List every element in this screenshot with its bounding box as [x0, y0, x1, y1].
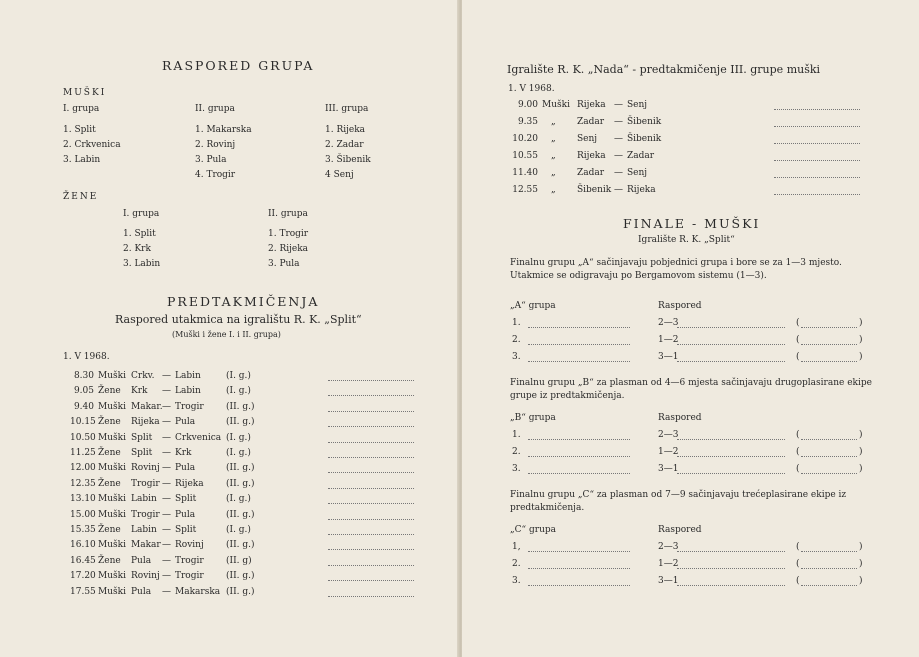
- match-dash: —: [162, 401, 171, 412]
- match-team-home: Zadar: [577, 117, 605, 127]
- paren-open: (: [796, 464, 800, 474]
- match-team-away: Trogir: [175, 401, 204, 412]
- match-team-home: Rovinj: [131, 571, 160, 582]
- schedule-title: Raspored utakmica na igralištu R. K. „Split“: [115, 313, 362, 326]
- match-team-away: Trogir: [175, 555, 204, 566]
- raspored-label: Raspored: [658, 301, 702, 311]
- score-line[interactable]: [677, 327, 785, 328]
- pairing: 3—1: [658, 352, 679, 362]
- match-category: Muški: [98, 586, 126, 597]
- match-dash: —: [162, 555, 171, 566]
- result-line[interactable]: [328, 472, 414, 473]
- sets-line[interactable]: [801, 439, 857, 440]
- score-line[interactable]: [677, 361, 785, 362]
- match-group: (II. g.): [226, 571, 255, 582]
- match-group: (II. g.): [226, 540, 255, 551]
- match-category: Muški: [542, 100, 570, 110]
- match-category: Žene: [98, 417, 121, 428]
- match-team-away: Zadar: [627, 151, 655, 161]
- match-team-home: Makar: [131, 540, 161, 551]
- seed-number: 2.: [512, 447, 521, 457]
- group-name: I. grupa: [63, 104, 100, 114]
- match-team-home: Rijeka: [577, 151, 606, 161]
- match-row: [0, 371, 459, 383]
- team-entry: 4. Trogir: [195, 170, 236, 180]
- match-team-away: Rovinj: [175, 540, 204, 551]
- score-line[interactable]: [677, 551, 785, 552]
- match-team-away: Rijeka: [175, 478, 204, 489]
- match-team-away: Split: [175, 494, 197, 505]
- sets-line[interactable]: [801, 551, 857, 552]
- match-time: 10.20: [512, 134, 538, 144]
- final-row: [462, 430, 919, 442]
- match-dash: —: [614, 185, 623, 195]
- match-group: (II. g.): [226, 417, 255, 428]
- match-team-away: Senj: [627, 100, 648, 110]
- match-team-home: Split: [131, 448, 153, 458]
- match-group: (II. g.): [226, 509, 255, 520]
- match-time: 17.20: [70, 571, 96, 582]
- result-line[interactable]: [774, 160, 860, 161]
- match-time: 9.40: [73, 401, 94, 412]
- match-category: „: [551, 185, 556, 195]
- result-line[interactable]: [774, 194, 860, 195]
- match-row: [0, 556, 459, 568]
- match-row: [462, 134, 919, 146]
- team-entry: 1. Split: [123, 229, 156, 239]
- match-team-home: Rijeka: [131, 417, 160, 428]
- match-dash: —: [162, 571, 171, 582]
- finale-title: FINALE - MUŠKI: [623, 216, 761, 231]
- team-line[interactable]: [528, 456, 630, 457]
- competitions-title: PREDTAKMIČENJA: [167, 294, 320, 309]
- score-line[interactable]: [677, 568, 785, 569]
- paren-open: (: [796, 447, 800, 457]
- paren-open: (: [796, 318, 800, 328]
- paren-close: ): [859, 335, 863, 345]
- result-line[interactable]: [774, 177, 860, 178]
- match-time: 10.15: [70, 417, 96, 428]
- final-row: [462, 447, 919, 459]
- paren-open: (: [796, 335, 800, 345]
- match-team-home: Crkv.: [131, 371, 155, 381]
- match-group: (I. g.): [226, 371, 251, 381]
- match-row: [0, 510, 459, 522]
- sets-line[interactable]: [801, 585, 857, 586]
- schedule-date: 1. V 1968.: [63, 352, 110, 362]
- seed-number: 2.: [512, 559, 521, 569]
- match-dash: —: [162, 586, 171, 597]
- match-row: [462, 100, 919, 112]
- seed-number: 3.: [512, 464, 521, 474]
- match-row: [0, 448, 459, 460]
- match-category: Muški: [98, 432, 126, 443]
- team-line[interactable]: [528, 344, 630, 345]
- nada-title: Igralište R. K. „Nada“ - predtakmičenje III. grupe muški: [507, 63, 821, 76]
- match-category: Muški: [98, 401, 126, 412]
- match-category: Muški: [98, 509, 126, 520]
- match-team-home: Trogir: [131, 478, 160, 489]
- final-row: [462, 318, 919, 330]
- schedule-note: (Muški i žene I. i II. grupa): [172, 330, 281, 339]
- team-line[interactable]: [528, 568, 630, 569]
- match-category: „: [551, 151, 556, 161]
- match-dash: —: [162, 463, 171, 474]
- team-entry: 4 Senj: [325, 170, 354, 180]
- match-row: [0, 463, 459, 475]
- match-time: 11.40: [512, 168, 538, 178]
- team-entry: 1. Makarska: [195, 125, 252, 135]
- match-dash: —: [162, 540, 171, 551]
- paragraph-b: Finalnu grupu „B“ za plasman od 4—6 mjesta sačinjavaju drugoplasirane ekipe grupe iz predtakmičenja.: [510, 378, 872, 401]
- team-entry: 1. Trogir: [268, 229, 309, 239]
- match-team-home: Rijeka: [577, 100, 606, 110]
- pairing: 2—3: [658, 542, 679, 552]
- final-row: [462, 464, 919, 476]
- result-line[interactable]: [328, 411, 414, 412]
- match-team-home: Krk: [131, 386, 148, 397]
- right-page: [462, 0, 919, 657]
- match-team-away: Šibenik: [627, 117, 662, 127]
- match-dash: —: [614, 100, 623, 110]
- result-line[interactable]: [774, 143, 860, 144]
- match-team-home: Rovinj: [131, 463, 160, 474]
- score-line[interactable]: [677, 473, 785, 474]
- match-row: [462, 117, 919, 129]
- seed-number: 1.: [512, 318, 521, 328]
- match-dash: —: [162, 417, 171, 428]
- match-category: Žene: [98, 525, 121, 535]
- result-line[interactable]: [328, 596, 414, 597]
- pairing: 1—2: [658, 559, 679, 569]
- sets-line[interactable]: [801, 568, 857, 569]
- match-category: Muški: [98, 463, 126, 474]
- match-team-home: Šibenik: [577, 185, 612, 195]
- women-label: ŽENE: [63, 192, 99, 202]
- match-category: Žene: [98, 555, 121, 566]
- groups-title: RASPORED GRUPA: [162, 58, 315, 73]
- match-row: [0, 417, 459, 429]
- seed-number: 3.: [512, 352, 521, 362]
- seed-number: 2.: [512, 335, 521, 345]
- match-group: (I. g.): [226, 448, 251, 458]
- team-entry: 1. Rijeka: [325, 125, 366, 135]
- final-row: [462, 352, 919, 364]
- finale-venue: Igralište R. K. „Split“: [638, 235, 735, 245]
- match-time: 13.10: [70, 494, 96, 505]
- result-line[interactable]: [328, 519, 414, 520]
- team-entry: 2. Rovinj: [195, 140, 236, 150]
- result-line[interactable]: [328, 457, 414, 458]
- match-dash: —: [614, 134, 623, 144]
- paren-close: ): [859, 318, 863, 328]
- match-team-home: Labin: [131, 525, 157, 535]
- paren-close: ): [859, 559, 863, 569]
- match-team-away: Senj: [627, 168, 648, 178]
- sets-line[interactable]: [801, 327, 857, 328]
- match-time: 12.55: [512, 185, 538, 195]
- match-time: 17.55: [70, 586, 96, 597]
- match-time: 9.35: [517, 117, 538, 127]
- paren-open: (: [796, 352, 800, 362]
- match-category: Žene: [98, 448, 121, 458]
- match-time: 15.00: [70, 509, 96, 520]
- pairing: 2—3: [658, 318, 679, 328]
- team-line[interactable]: [528, 439, 630, 440]
- result-line[interactable]: [328, 565, 414, 566]
- match-team-away: Rijeka: [627, 185, 656, 195]
- seed-number: 1,: [512, 542, 521, 552]
- result-line[interactable]: [774, 109, 860, 110]
- match-team-away: Pula: [175, 463, 196, 474]
- match-team-home: Pula: [131, 555, 152, 566]
- score-line[interactable]: [677, 456, 785, 457]
- match-group: (II. g.): [226, 586, 255, 597]
- match-dash: —: [614, 117, 623, 127]
- result-line[interactable]: [774, 126, 860, 127]
- match-dash: —: [162, 386, 171, 397]
- match-group: (I. g.): [226, 386, 251, 397]
- team-entry: 2. Zadar: [325, 140, 364, 150]
- group-name: III. grupa: [325, 104, 369, 114]
- team-line[interactable]: [528, 585, 630, 586]
- result-line[interactable]: [328, 534, 414, 535]
- paragraph-a: Finalnu grupu „A“ sačinjavaju pobjednici grupa i bore se za 1—3 mjesto. Utakmice se odigravaju po Bergamovom sistemu (1—3).: [510, 258, 842, 281]
- match-team-home: Zadar: [577, 168, 605, 178]
- match-time: 12.35: [70, 478, 96, 489]
- sets-line[interactable]: [801, 344, 857, 345]
- match-group: (II. g.): [226, 463, 255, 474]
- team-entry: 3. Labin: [63, 155, 101, 165]
- match-group: (I. g.): [226, 525, 251, 535]
- seed-number: 1.: [512, 430, 521, 440]
- match-time: 9.00: [517, 100, 538, 110]
- final-group-label: „C“ grupa: [510, 525, 556, 535]
- final-row: [462, 576, 919, 588]
- match-row: [0, 571, 459, 583]
- sets-line[interactable]: [801, 361, 857, 362]
- match-team-home: Trogir: [131, 509, 160, 520]
- paren-open: (: [796, 576, 800, 586]
- match-team-away: Split: [175, 525, 197, 535]
- match-category: Muški: [98, 371, 126, 381]
- raspored-label: Raspored: [658, 413, 702, 423]
- match-team-away: Labin: [175, 371, 201, 381]
- match-time: 16.10: [70, 540, 96, 551]
- team-entry: 3. Pula: [268, 259, 300, 269]
- team-line[interactable]: [528, 551, 630, 552]
- result-line[interactable]: [328, 395, 414, 396]
- match-row: [462, 168, 919, 180]
- paren-open: (: [796, 559, 800, 569]
- match-dash: —: [614, 151, 623, 161]
- team-entry: 2. Krk: [123, 244, 151, 254]
- match-team-away: Pula: [175, 417, 196, 428]
- match-dash: —: [162, 478, 171, 489]
- result-line[interactable]: [328, 488, 414, 489]
- final-row: [462, 559, 919, 571]
- team-line[interactable]: [528, 361, 630, 362]
- raspored-label: Raspored: [658, 525, 702, 535]
- match-time: 12.00: [70, 463, 96, 474]
- pairing: 3—1: [658, 464, 679, 474]
- match-category: Žene: [98, 478, 121, 489]
- paren-close: ): [859, 542, 863, 552]
- match-group: (II. g.): [226, 478, 255, 489]
- match-time: 16.45: [70, 555, 96, 566]
- team-line[interactable]: [528, 473, 630, 474]
- paren-close: ): [859, 576, 863, 586]
- match-category: „: [551, 117, 556, 127]
- nada-date: 1. V 1968.: [508, 84, 555, 94]
- match-time: 9.05: [73, 386, 94, 397]
- match-category: Muški: [98, 540, 126, 551]
- team-entry: 3. Šibenik: [325, 155, 371, 165]
- pairing: 1—2: [658, 447, 679, 457]
- match-team-away: Makarska: [175, 586, 221, 597]
- pairing: 1—2: [658, 335, 679, 345]
- match-team-home: Split: [131, 432, 153, 443]
- match-team-home: Pula: [131, 586, 152, 597]
- result-line[interactable]: [328, 580, 414, 581]
- match-row: [462, 151, 919, 163]
- score-line[interactable]: [677, 439, 785, 440]
- left-page: [0, 0, 459, 657]
- match-group: (I. g.): [226, 494, 251, 505]
- match-group: (I. g.): [226, 432, 251, 443]
- final-row: [462, 335, 919, 347]
- match-team-home: Makar.: [131, 401, 163, 412]
- final-row: [462, 542, 919, 554]
- match-row: [0, 525, 459, 537]
- match-category: „: [551, 168, 556, 178]
- match-team-home: Senj: [577, 134, 598, 144]
- match-team-away: Trogir: [175, 571, 204, 582]
- match-row: [0, 479, 459, 491]
- sets-line[interactable]: [801, 456, 857, 457]
- match-dash: —: [162, 509, 171, 520]
- result-line[interactable]: [328, 426, 414, 427]
- match-dash: —: [162, 432, 171, 443]
- match-category: Muški: [98, 494, 126, 505]
- paragraph-c: Finalnu grupu „C“ za plasman od 7—9 sačinjavaju trećeplasirane ekipe iz predtakmičenja.: [510, 490, 847, 513]
- match-time: 10.55: [512, 151, 538, 161]
- match-team-away: Šibenik: [627, 134, 662, 144]
- match-team-away: Crkvenica: [175, 432, 222, 443]
- paren-close: ): [859, 430, 863, 440]
- team-entry: 1. Split: [63, 125, 96, 135]
- match-row: [0, 402, 459, 414]
- match-category: „: [551, 134, 556, 144]
- final-group-label: „B“ grupa: [510, 413, 556, 423]
- match-row: [0, 494, 459, 506]
- match-row: [0, 433, 459, 445]
- sets-line[interactable]: [801, 473, 857, 474]
- result-line[interactable]: [328, 549, 414, 550]
- match-team-away: Krk: [175, 448, 192, 458]
- group-name: I. grupa: [123, 209, 160, 219]
- match-category: Žene: [98, 386, 121, 397]
- team-line[interactable]: [528, 327, 630, 328]
- team-entry: 2. Crkvenica: [63, 140, 121, 150]
- team-entry: 2. Rijeka: [268, 244, 309, 254]
- result-line[interactable]: [328, 380, 414, 381]
- match-dash: —: [162, 525, 171, 535]
- team-entry: 3. Labin: [123, 259, 161, 269]
- match-dash: —: [614, 168, 623, 178]
- match-row: [0, 386, 459, 398]
- match-dash: —: [162, 371, 171, 381]
- match-time: 10.50: [70, 432, 96, 443]
- paren-close: ): [859, 447, 863, 457]
- paren-close: ): [859, 352, 863, 362]
- paren-open: (: [796, 430, 800, 440]
- result-line[interactable]: [328, 442, 414, 443]
- group-name: II. grupa: [195, 104, 235, 114]
- match-team-away: Labin: [175, 386, 201, 397]
- men-label: MUŠKI: [63, 88, 107, 98]
- paren-close: ): [859, 464, 863, 474]
- score-line[interactable]: [677, 585, 785, 586]
- match-group: (II. g): [226, 555, 252, 566]
- match-team-away: Pula: [175, 509, 196, 520]
- score-line[interactable]: [677, 344, 785, 345]
- match-time: 15.35: [70, 525, 96, 535]
- match-group: (II. g.): [226, 401, 255, 412]
- match-dash: —: [162, 494, 171, 505]
- team-entry: 3. Pula: [195, 155, 227, 165]
- match-row: [0, 540, 459, 552]
- match-time: 11.25: [70, 448, 96, 458]
- group-name: II. grupa: [268, 209, 308, 219]
- match-time: 8.30: [73, 371, 94, 381]
- paren-open: (: [796, 542, 800, 552]
- match-team-home: Labin: [131, 494, 157, 505]
- pairing: 2—3: [658, 430, 679, 440]
- match-dash: —: [162, 448, 171, 458]
- final-group-label: „A“ grupa: [510, 301, 556, 311]
- match-category: Muški: [98, 571, 126, 582]
- pairing: 3—1: [658, 576, 679, 586]
- seed-number: 3.: [512, 576, 521, 586]
- result-line[interactable]: [328, 503, 414, 504]
- match-row: [0, 587, 459, 599]
- match-row: [462, 185, 919, 197]
